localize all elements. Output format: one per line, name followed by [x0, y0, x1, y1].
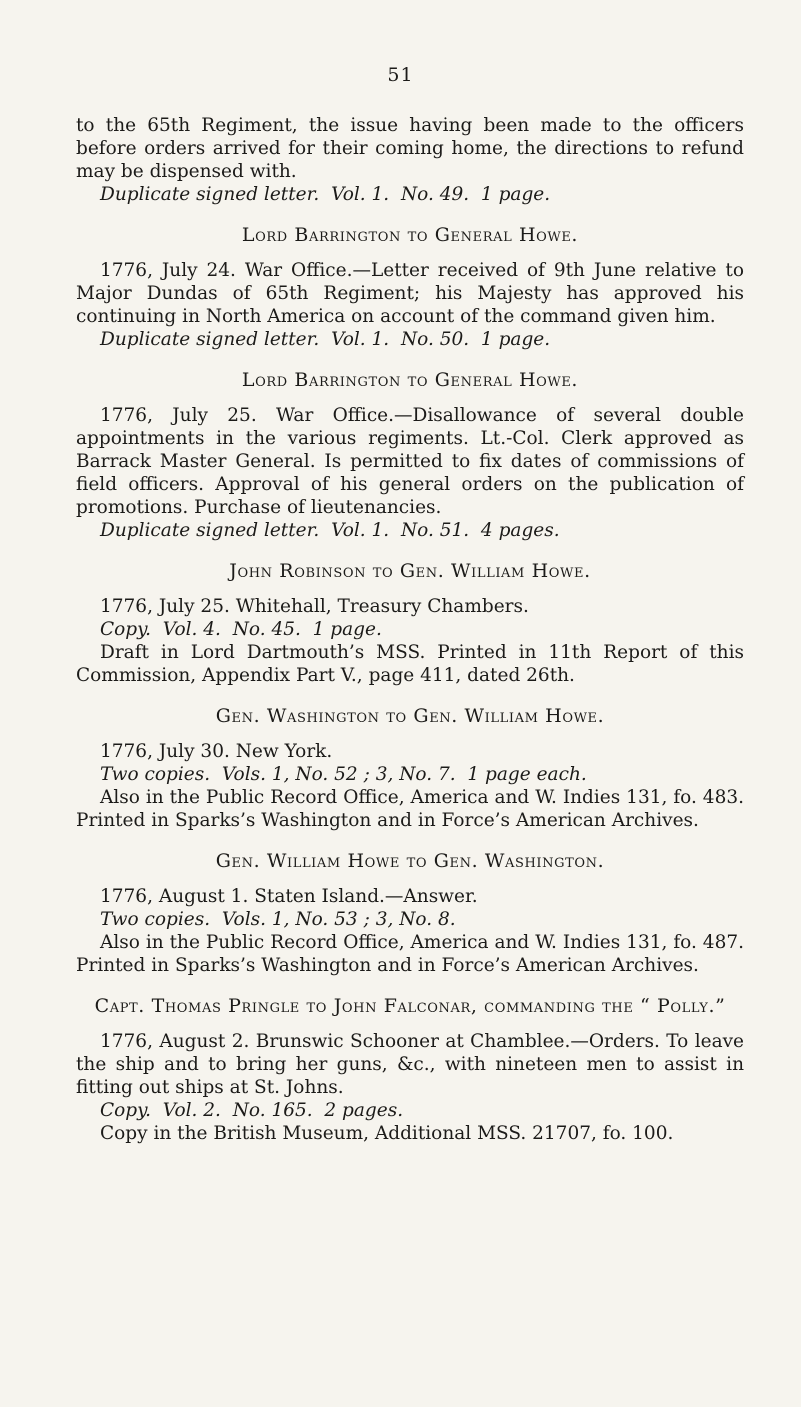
ref-vol: Vol. 1.: [331, 184, 390, 205]
ref-vol: Vols. 1, No. 53 ; 3, No. 8.: [221, 909, 456, 930]
entry-heading: Lord Barrington to General Howe.: [241, 369, 579, 391]
entry-reference: [76, 1099, 744, 1122]
entry-reference: [76, 519, 744, 542]
ref-pages: 2 pages.: [324, 1100, 404, 1121]
ref-kind: Duplicate signed letter.: [100, 520, 320, 541]
entry-text: 1776, August 2. Brunswic Schooner at Chamblee.—Orders. To leave the ship and to bring her guns, &c., with nineteen men to assist in fitting out ships at St. Johns.: [76, 1031, 744, 1098]
entry-extra: Also in the Public Record Office, America and W. Indies 131, fo. 487. Printed in Sparks’s Washington and in Force’s American Archives.: [76, 932, 744, 976]
entry-text: 1776, July 24. War Office.—Letter received of 9th June relative to Major Dundas of 65th Regiment; his Majesty has approved his continuing in North America on account of the command given him.: [76, 260, 744, 327]
entry-heading: Gen. Washington to Gen. William Howe.: [215, 705, 605, 727]
ref-pages: 1 page.: [312, 619, 382, 640]
entry-reference: [76, 618, 744, 641]
entry-heading: Gen. William Howe to Gen. Washington.: [215, 850, 605, 872]
ref-no: No. 50.: [400, 329, 470, 350]
body-text: [76, 114, 744, 1145]
ref-no: No. 51.: [400, 520, 470, 541]
entry-text: 1776, July 25. War Office.—Disallowance of several double appointments in the various regiments. Lt.-Col. Clerk approved as Barrack Master General. Is permitted to fix dates of commissions of field officers. Approval of his general orders on the publication of promotions. Purchase of lieutenancies.: [76, 405, 744, 518]
entry-extra: Also in the Public Record Office, America and W. Indies 131, fo. 483. Printed in Sparks’s Washington and in Force’s American Archives.: [76, 787, 744, 831]
ref-vol: Vol. 1.: [331, 520, 390, 541]
ref-vol: Vol. 2.: [162, 1100, 221, 1121]
intro-paragraph: to the 65th Regiment, the issue having been made to the officers before orders arrived for their coming home, the directions to refund may be dispensed with.: [76, 115, 744, 182]
entry: [76, 995, 744, 1145]
entry-text: 1776, August 1. Staten Island.—Answer.: [100, 886, 478, 907]
ref-kind: Two copies.: [100, 909, 211, 930]
ref-no: No. 49.: [400, 184, 470, 205]
ref-kind: Duplicate signed letter.: [100, 329, 320, 350]
ref-vol: Vol. 1.: [331, 329, 390, 350]
ref-vol: Vol. 4.: [162, 619, 221, 640]
entry-heading: John Robinson to Gen. William Howe.: [229, 560, 591, 582]
ref-kind: Duplicate signed letter.: [100, 184, 320, 205]
ref-no: No. 165.: [232, 1100, 313, 1121]
entry-reference: [76, 908, 744, 931]
entry-heading: Capt. Thomas Pringle to John Falconar, commanding the “ Polly.”: [94, 995, 726, 1017]
entry-reference: [76, 763, 744, 786]
ref-pages: 4 pages.: [480, 520, 560, 541]
intro-reference: [76, 183, 744, 206]
ref-no: No. 45.: [232, 619, 301, 640]
ref-kind: Copy.: [100, 1100, 152, 1121]
entry-extra: Draft in Lord Dartmouth’s MSS. Printed in 11th Report of this Commission, Appendix Part V., page 411, dated 26th.: [76, 642, 744, 686]
entry: [76, 705, 744, 832]
entry: [76, 224, 744, 351]
entry-heading: Lord Barrington to General Howe.: [241, 224, 579, 246]
entry: [76, 850, 744, 977]
entry-text: 1776, July 30. New York.: [100, 741, 333, 762]
ref-pages: 1 page each.: [467, 764, 587, 785]
page-number: 51: [387, 64, 414, 86]
entry-reference: [76, 328, 744, 351]
ref-kind: Copy.: [100, 619, 152, 640]
entry: [76, 369, 744, 542]
entry-extra: Copy in the British Museum, Additional MSS. 21707, fo. 100.: [100, 1123, 674, 1144]
entry: [76, 560, 744, 687]
ref-pages: 1 page.: [480, 329, 551, 350]
ref-kind: Two copies.: [100, 764, 211, 785]
entry-text: 1776, July 25. Whitehall, Treasury Chambers.: [100, 596, 529, 617]
ref-vol: Vols. 1, No. 52 ; 3, No. 7.: [221, 764, 456, 785]
ref-pages: 1 page.: [480, 184, 551, 205]
